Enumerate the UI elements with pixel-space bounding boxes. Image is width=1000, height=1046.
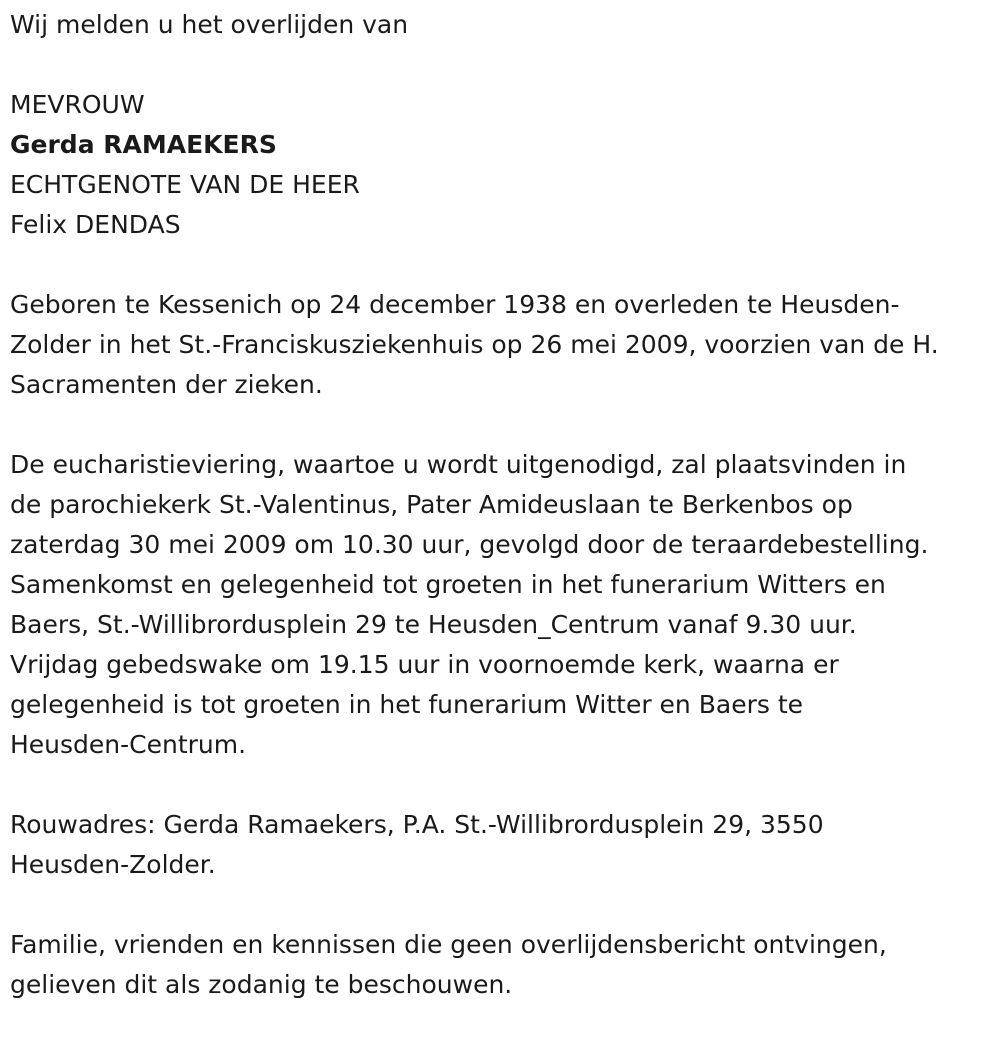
paragraph-line: Vrijdag gebedswake om 19.15 uur in voornoemde kerk, waarna er	[10, 650, 839, 679]
spacer	[10, 885, 995, 925]
birth-death-paragraph	[10, 285, 995, 405]
spacer	[10, 245, 995, 285]
paragraph-line: de parochiekerk St.-Valentinus, Pater Amideuslaan te Berkenbos op	[10, 490, 853, 519]
relation-text: ECHTGENOTE VAN DE HEER	[10, 170, 360, 199]
ceremony-paragraph	[10, 445, 995, 765]
paragraph-line: Geboren te Kessenich op 24 december 1938 en overleden te Heusden-	[10, 290, 900, 319]
paragraph-line: Sacramenten der zieken.	[10, 370, 323, 399]
paragraph-line: Rouwadres: Gerda Ramaekers, P.A. St.-Willibrordusplein 29, 3550	[10, 810, 824, 839]
spacer	[10, 405, 995, 445]
paragraph-line: Baers, St.-Willibrordusplein 29 te Heusden_Centrum vanaf 9.30 uur.	[10, 610, 857, 639]
deceased-name: Gerda RAMAEKERS	[10, 130, 277, 159]
intro-text: Wij melden u het overlijden van	[10, 10, 409, 39]
paragraph-line: Samenkomst en gelegenheid tot groeten in het funerarium Witters en	[10, 570, 886, 599]
spacer	[10, 45, 995, 85]
paragraph-line: zaterdag 30 mei 2009 om 10.30 uur, gevolgd door de teraardebestelling.	[10, 530, 929, 559]
paragraph-line: Familie, vrienden en kennissen die geen overlijdensbericht ontvingen,	[10, 930, 887, 959]
closing-paragraph	[10, 925, 995, 1005]
death-notice	[10, 5, 995, 1005]
paragraph-line: Heusden-Centrum.	[10, 730, 247, 759]
paragraph-line: Heusden-Zolder.	[10, 850, 216, 879]
paragraph-line: gelieven dit als zodanig te beschouwen.	[10, 970, 513, 999]
title-prefix: MEVROUW	[10, 90, 145, 119]
spacer	[10, 765, 995, 805]
spouse-name: Felix DENDAS	[10, 210, 181, 239]
paragraph-line: De eucharistieviering, waartoe u wordt uitgenodigd, zal plaatsvinden in	[10, 450, 907, 479]
address-paragraph	[10, 805, 995, 885]
paragraph-line: Zolder in het St.-Franciskusziekenhuis op 26 mei 2009, voorzien van de H.	[10, 330, 939, 359]
paragraph-line: gelegenheid is tot groeten in het funerarium Witter en Baers te	[10, 690, 804, 719]
